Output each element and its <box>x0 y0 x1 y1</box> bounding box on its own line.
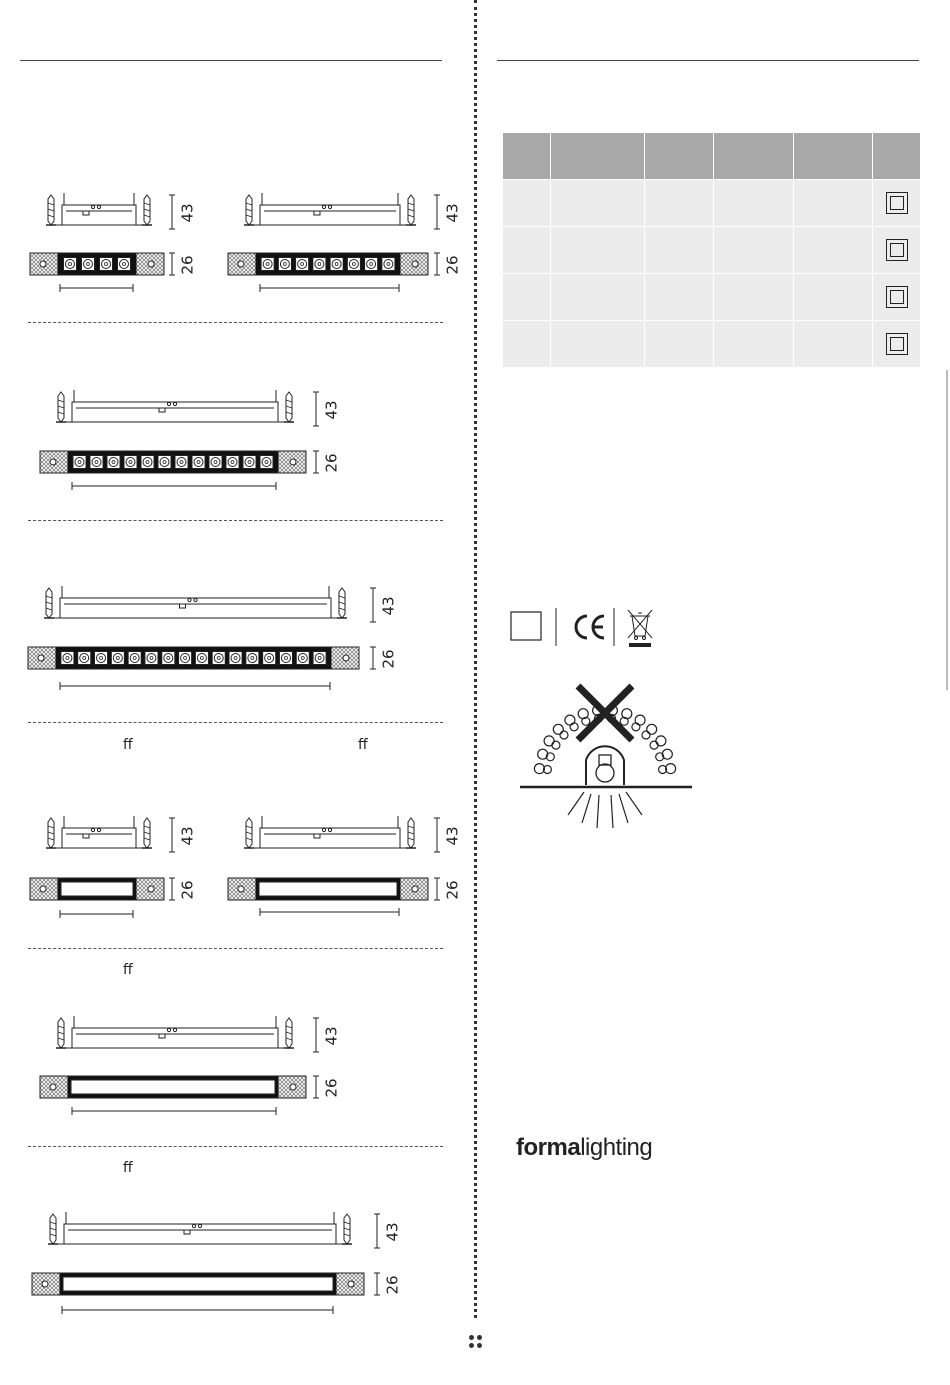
class-ii-icon <box>886 286 908 308</box>
empty-box-icon <box>511 612 541 640</box>
unit-e-depth-label: 26 <box>322 1078 341 1098</box>
unit-a2-depth-label: 26 <box>443 255 462 275</box>
separator-3 <box>28 722 443 723</box>
unit-c-side-view <box>44 586 347 618</box>
unit-d1-side-view <box>46 816 152 848</box>
led-lens-icon <box>73 456 86 469</box>
unit-b-side-view <box>56 390 294 422</box>
table-row <box>503 180 921 227</box>
unit-b-depth-label: 26 <box>322 453 341 473</box>
screw-icon <box>142 818 152 848</box>
unit-d1-depth-label: 26 <box>178 880 197 900</box>
screw-icon <box>406 818 416 848</box>
page-edge-mark <box>946 370 948 690</box>
variant-label-row7: ff <box>123 1160 133 1176</box>
led-lens-icon <box>212 652 225 665</box>
led-lens-icon <box>209 456 222 469</box>
led-lens-icon <box>179 652 192 665</box>
unit-e-front-view <box>40 1076 306 1098</box>
led-lens-icon <box>100 258 113 271</box>
screw-icon <box>44 588 54 618</box>
led-lens-icon <box>124 456 137 469</box>
led-lens-icon <box>195 652 208 665</box>
screw-icon <box>56 1018 66 1048</box>
screw-icon <box>46 195 56 225</box>
class-ii-icon <box>886 192 908 214</box>
separator-2 <box>28 520 443 521</box>
screw-icon <box>244 818 254 848</box>
led-lens-icon <box>296 258 309 271</box>
screw-icon <box>284 1018 294 1048</box>
unit-d2-height-label: 43 <box>443 826 462 846</box>
led-lens-icon <box>382 258 395 271</box>
column-divider <box>474 0 477 1318</box>
unit-b-front-view <box>40 451 306 473</box>
unit-e-height-label: 43 <box>322 1026 341 1046</box>
lamp-icon <box>596 755 614 782</box>
certification-symbols <box>505 604 665 652</box>
led-lens-icon <box>278 258 291 271</box>
screw-icon <box>46 818 56 848</box>
variant-label-right: ff <box>358 737 368 753</box>
led-lens-icon <box>141 456 154 469</box>
led-lens-icon <box>347 258 360 271</box>
spec-table-header <box>503 133 921 180</box>
led-lens-icon <box>243 456 256 469</box>
variant-label-left: ff <box>123 737 133 753</box>
led-lens-icon <box>128 652 141 665</box>
led-lens-icon <box>111 652 124 665</box>
separator-4 <box>28 948 443 949</box>
led-lens-icon <box>296 652 309 665</box>
led-lens-icon <box>226 456 239 469</box>
led-lens-icon <box>82 258 95 271</box>
led-lens-icon <box>330 258 343 271</box>
class-ii-icon <box>886 239 908 261</box>
unit-a1-height-label: 43 <box>178 203 197 223</box>
led-lens-icon <box>192 456 205 469</box>
screw-icon <box>342 1214 352 1244</box>
unit-d2-front-view <box>228 878 428 900</box>
led-lens-icon <box>107 456 120 469</box>
screw-icon <box>142 195 152 225</box>
unit-a2-side-view <box>244 193 416 225</box>
led-lens-icon <box>145 652 158 665</box>
separator-1 <box>28 322 443 323</box>
led-lens-icon <box>64 258 77 271</box>
unit-f-depth-label: 26 <box>383 1275 402 1295</box>
led-lens-icon <box>61 652 74 665</box>
unit-e-side-view <box>56 1016 294 1048</box>
unit-b-height-label: 43 <box>322 400 341 420</box>
led-lens-icon <box>279 652 292 665</box>
screw-icon <box>284 392 294 422</box>
led-lens-icon <box>90 456 103 469</box>
led-lens-icon <box>175 456 188 469</box>
led-lens-icon <box>78 652 91 665</box>
page-indicator-icon <box>467 1333 483 1349</box>
brand-logo: formalighting <box>516 1134 653 1161</box>
table-row <box>503 321 921 368</box>
unit-a1-front-view <box>30 253 164 275</box>
unit-c-depth-label: 26 <box>379 649 398 669</box>
screw-icon <box>56 392 66 422</box>
screw-icon <box>244 195 254 225</box>
unit-f-height-label: 43 <box>383 1222 402 1242</box>
screw-icon <box>406 195 416 225</box>
unit-f-side-view <box>48 1212 352 1244</box>
ce-mark <box>576 616 604 638</box>
spec-table <box>502 132 921 368</box>
led-lens-icon <box>313 258 326 271</box>
screw-icon <box>48 1214 58 1244</box>
unit-f-front-view <box>32 1273 364 1295</box>
technical-drawings <box>0 0 474 1330</box>
led-lens-icon <box>246 652 259 665</box>
unit-c-front-view <box>28 647 359 669</box>
led-lens-icon <box>261 258 274 271</box>
unit-a1-depth-label: 26 <box>178 255 197 275</box>
led-lens-icon <box>158 456 171 469</box>
weee-icon <box>628 610 652 640</box>
unit-a2-front-view <box>228 253 428 275</box>
led-lens-icon <box>263 652 276 665</box>
unit-d1-front-view <box>30 878 164 900</box>
led-lens-icon <box>260 456 273 469</box>
led-lens-icon <box>95 652 108 665</box>
led-lens-icon <box>229 652 242 665</box>
right-top-rule <box>497 60 919 61</box>
unit-a2-height-label: 43 <box>443 203 462 223</box>
separator-5 <box>28 1146 443 1147</box>
table-row <box>503 274 921 321</box>
led-lens-icon <box>118 258 131 271</box>
table-row <box>503 227 921 274</box>
unit-d2-side-view <box>244 816 416 848</box>
unit-d2-depth-label: 26 <box>443 880 462 900</box>
led-lens-icon <box>365 258 378 271</box>
unit-c-height-label: 43 <box>379 596 398 616</box>
crossed-insulation-icon <box>516 680 696 830</box>
variant-label-row6: ff <box>123 962 133 978</box>
unit-d1-height-label: 43 <box>178 826 197 846</box>
unit-a1-side-view <box>46 193 152 225</box>
led-lens-icon <box>313 652 326 665</box>
screw-icon <box>337 588 347 618</box>
class-ii-icon <box>886 333 908 355</box>
led-lens-icon <box>162 652 175 665</box>
